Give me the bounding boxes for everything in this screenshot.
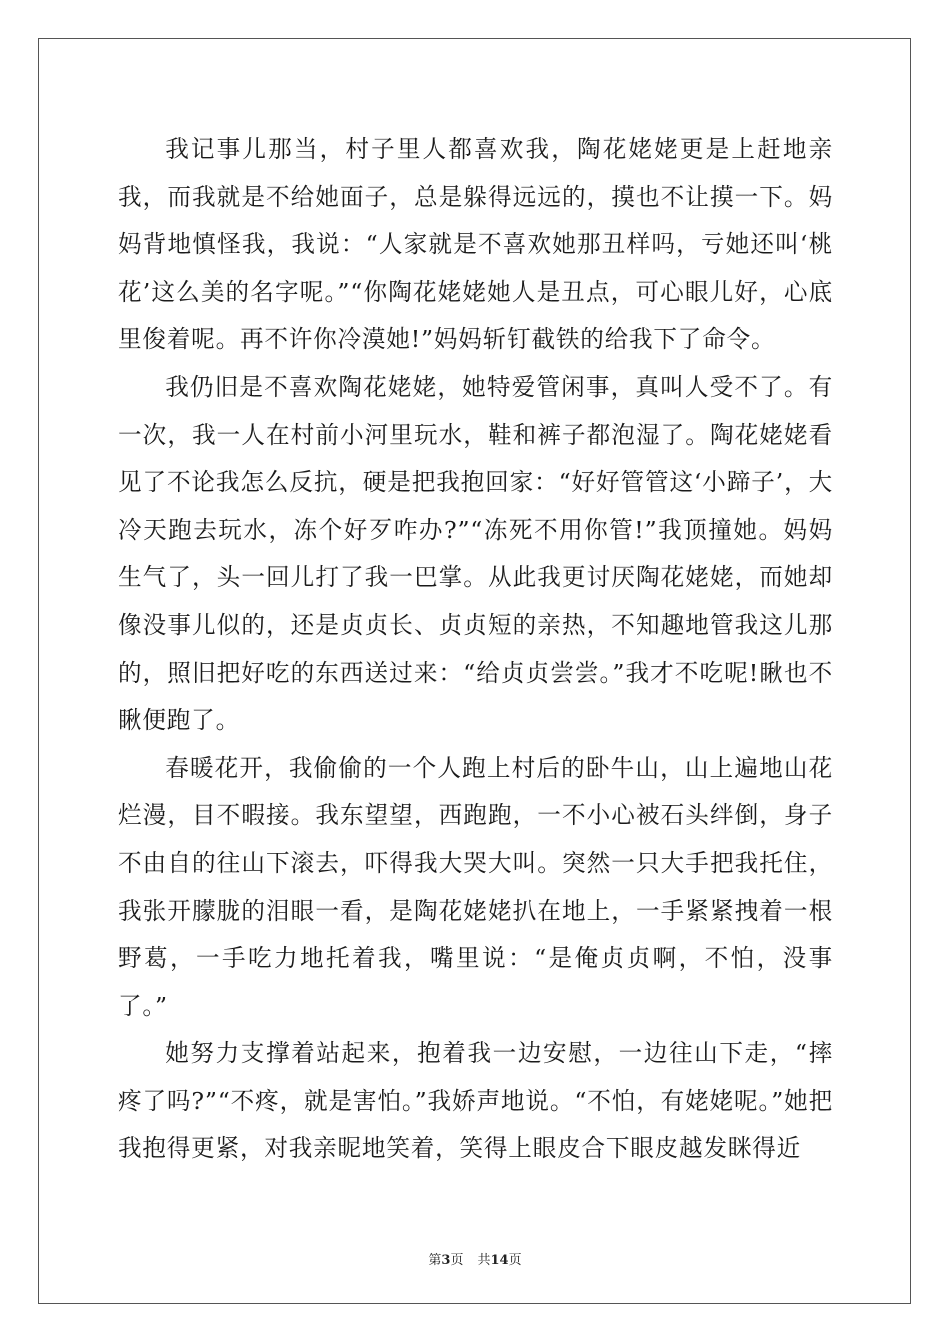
total-suffix: 页 xyxy=(508,1253,522,1268)
document-body xyxy=(118,126,833,1173)
page-suffix: 页 xyxy=(450,1253,464,1268)
page-footer xyxy=(0,1249,950,1268)
page-prefix: 第 xyxy=(428,1253,442,1268)
total-pages: 14 xyxy=(490,1253,509,1268)
paragraph: 她努力支撑着站起来，抱着我一边安慰，一边往山下走，“摔疼了吗?”“不疼，就是害怕。”我娇声地说。“不怕，有姥姥呢。”她把我抱得更紧，对我亲昵地笑着，笑得上眼皮合下眼皮越发眯得近 xyxy=(118,1039,833,1163)
page-number: 3 xyxy=(441,1253,451,1268)
paragraph: 我记事儿那当，村子里人都喜欢我，陶花姥姥更是上赶地亲我，而我就是不给她面子，总是躲得远远的，摸也不让摸一下。妈妈背地慎怪我，我说：“人家就是不喜欢她那丑样吗，亏她还叫‘桃花’这么美的名字呢。”“你陶花姥姥她人是丑点，可心眼儿好，心底里俊着呢。再不许你冷漠她!”妈妈斩钉截铁的给我下了命令。 xyxy=(118,135,833,354)
paragraph: 春暖花开，我偷偷的一个人跑上村后的卧牛山，山上遍地山花烂漫，目不暇接。我东望望，西跑跑，一不小心被石头绊倒，身子不由自的往山下滚去，吓得我大哭大叫。突然一只大手把我托住，我张开朦胧的泪眼一看，是陶花姥姥扒在地上，一手紧紧拽着一根野葛，一手吃力地托着我，嘴里说：“是俺贞贞啊，不怕，没事了。” xyxy=(118,753,833,1020)
paragraph: 我仍旧是不喜欢陶花姥姥，她特爱管闲事，真叫人受不了。有一次，我一人在村前小河里玩水，鞋和裤子都泡湿了。陶花姥姥看见了不论我怎么反抗，硬是把我抱回家：“好好管管这‘小蹄子’，大冷天跑去玩水，冻个好歹咋办?”“冻死不用你管!”我顶撞她。妈妈生气了，头一回儿打了我一巴掌。从此我更讨厌陶花姥姥，而她却像没事儿似的，还是贞贞长、贞贞短的亲热，不知趣地管我这儿那的，照旧把好吃的东西送过来：“给贞贞尝尝。”我才不吃呢!瞅也不瞅便跑了。 xyxy=(118,372,833,735)
total-prefix: 共 xyxy=(477,1253,491,1268)
